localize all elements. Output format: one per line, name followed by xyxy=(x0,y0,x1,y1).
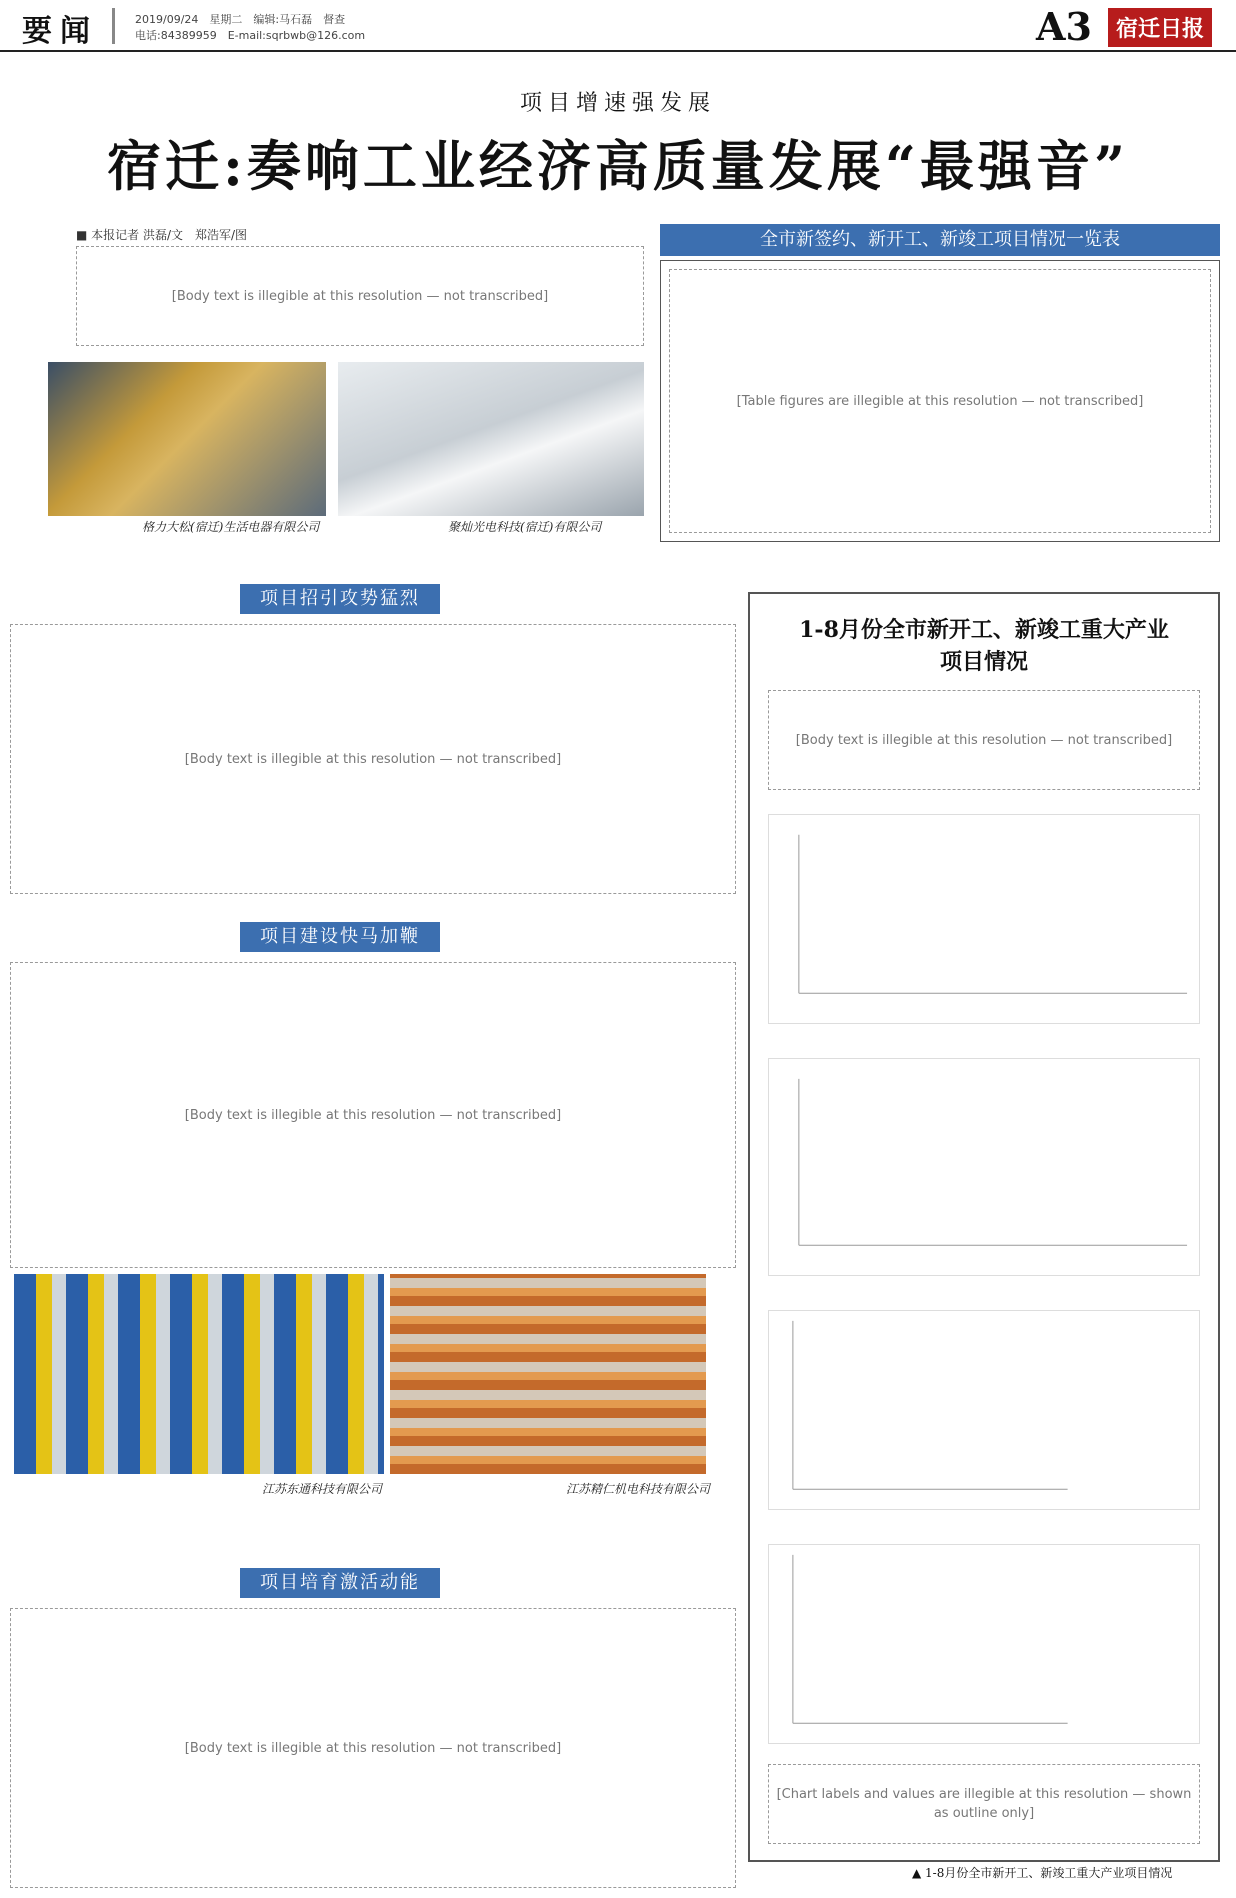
photo-assembly-workers xyxy=(390,1274,706,1474)
data-table xyxy=(660,260,1220,542)
chart-3-svg xyxy=(769,1311,1199,1509)
chart-1-svg xyxy=(769,815,1199,1023)
chart-3-outline xyxy=(768,1310,1200,1510)
masthead xyxy=(0,0,1236,52)
photo-production-line xyxy=(14,1274,384,1474)
section-banner: 项目建设快马加鞭 xyxy=(240,922,440,952)
photo-factory-robot xyxy=(48,362,326,516)
byline: ■ 本报记者 洪磊/文 郑浩军/图 xyxy=(76,228,248,242)
section-body: [Body text is illegible at this resolution — not transcribed] xyxy=(10,624,736,894)
photo-caption: 江苏东通科技有限公司 xyxy=(262,1482,383,1496)
page-number: A3 xyxy=(1036,4,1092,49)
masthead-divider xyxy=(112,8,115,44)
section-body: [Body text is illegible at this resolution — not transcribed] xyxy=(10,1608,736,1888)
section-name: 要闻 xyxy=(22,14,98,49)
photo-caption: 聚灿光电科技(宿迁)有限公司 xyxy=(448,520,602,534)
chart-4-svg xyxy=(769,1545,1199,1743)
section-banner: 项目招引攻势猛烈 xyxy=(240,584,440,614)
section-banner: 项目培育激活动能 xyxy=(240,1568,440,1598)
date-line: 2019/09/24 星期二 编辑:马石磊 督查 xyxy=(135,13,346,26)
contact-line: 电话:84389959 E-mail:sqrbwb@126.com xyxy=(135,29,366,42)
table-title: 全市新签约、新开工、新竣工项目情况一览表 xyxy=(660,224,1220,256)
chart-2-outline xyxy=(768,1058,1200,1276)
kicker: 项目增速强发展 xyxy=(519,91,716,116)
table-placeholder: [Table figures are illegible at this resolution — not transcribed] xyxy=(669,269,1211,533)
chart-4-outline xyxy=(768,1544,1200,1744)
photo-clean-room xyxy=(338,362,644,516)
side-title: 1-8月份全市新开工、新竣工重大产业项目情况 xyxy=(799,617,1169,675)
masthead-meta xyxy=(135,12,365,44)
chart-2-svg xyxy=(769,1059,1199,1275)
section-body: [Body text is illegible at this resolution — not transcribed] xyxy=(10,962,736,1268)
chart-note: [Chart labels and values are illegible at this resolution — shown as outline only] xyxy=(768,1764,1200,1844)
paper-logo: 宿迁日报 xyxy=(1108,8,1212,47)
chart-1-outline xyxy=(768,814,1200,1024)
side-panel xyxy=(748,592,1220,1862)
panel-caption: ▲ 1-8月份全市新开工、新竣工重大产业项目情况 xyxy=(912,1866,1173,1880)
headline: 宿迁:奏响工业经济高质量发展“最强音” xyxy=(106,134,1130,198)
photo-caption: 江苏精仁机电科技有限公司 xyxy=(566,1482,711,1496)
photo-caption: 格力大松(宿迁)生活电器有限公司 xyxy=(142,520,320,534)
lead-paragraph: [Body text is illegible at this resolution — not transcribed] xyxy=(76,246,644,346)
side-intro: [Body text is illegible at this resolution — not transcribed] xyxy=(768,690,1200,790)
